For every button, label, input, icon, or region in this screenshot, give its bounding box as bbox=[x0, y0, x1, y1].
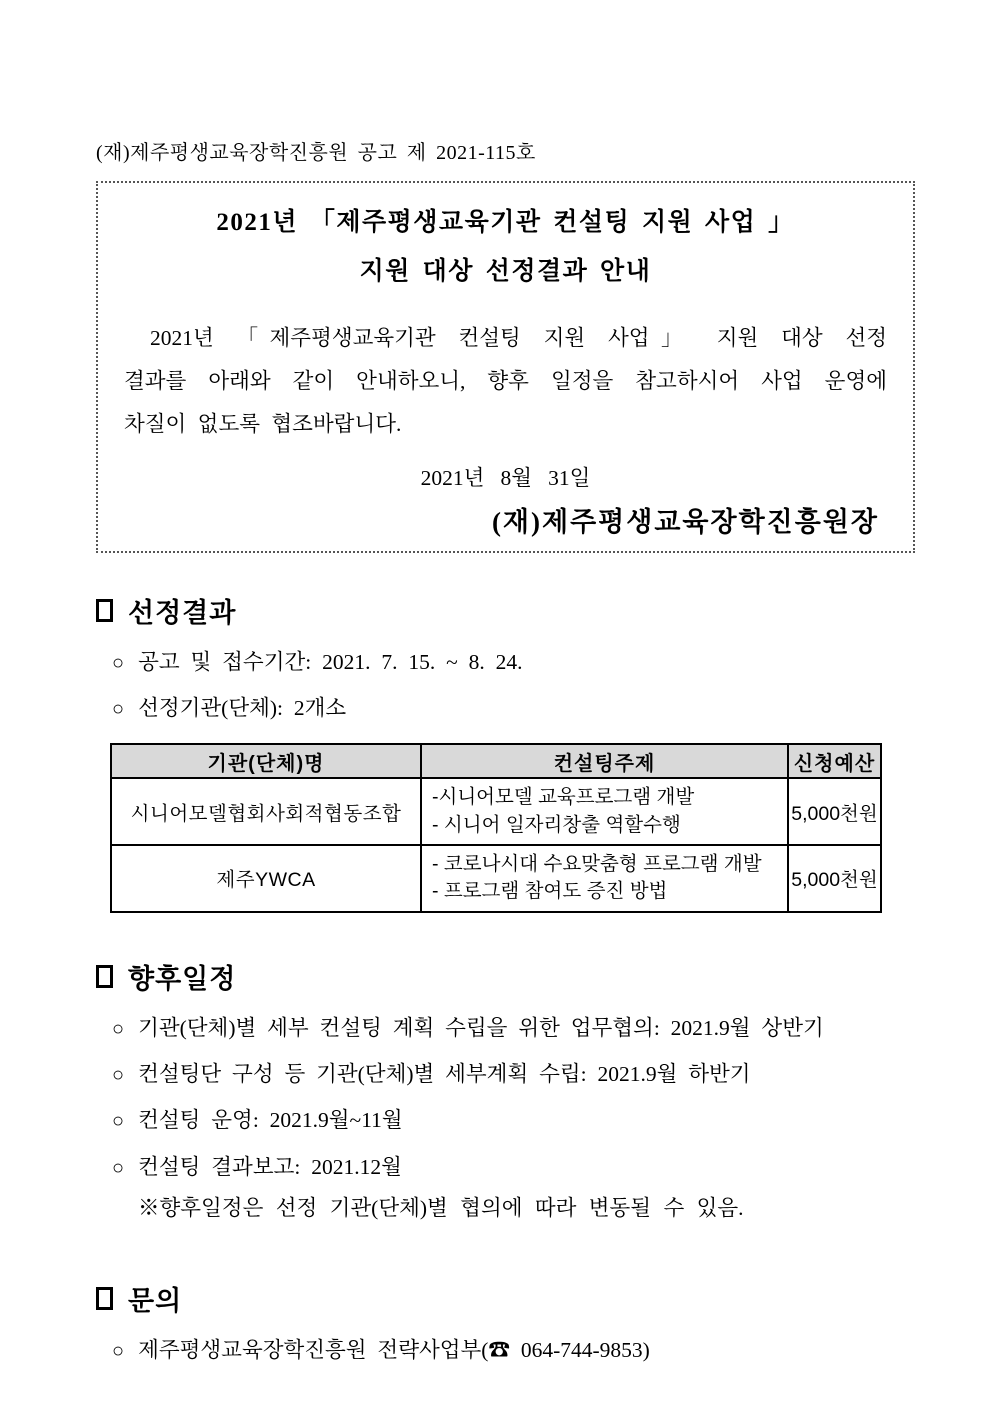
table-header-row bbox=[111, 744, 881, 778]
selection-table bbox=[110, 743, 882, 912]
budget-cell: 5,000천원 bbox=[788, 778, 881, 845]
table-row bbox=[111, 845, 881, 912]
org-cell: 시니어모델협회사회적협동조합 bbox=[111, 778, 421, 845]
topic-line: - 코로나시대 수요맞춤형 프로그램 개발 bbox=[432, 852, 762, 875]
table-header-topic: 컨설팅주제 bbox=[421, 744, 788, 778]
circle-bullet-icon: ○ bbox=[112, 1340, 125, 1363]
contact-line bbox=[138, 1334, 650, 1367]
notice-date: 2021년 8월 31일 bbox=[420, 465, 591, 490]
section-heading-label: 향후일정 bbox=[128, 963, 237, 994]
contact-phone-number: 064-744-9853) bbox=[509, 1338, 650, 1363]
budget-cell: 5,000천원 bbox=[788, 845, 881, 912]
topic-line: - 프로그램 참여도 증진 방법 bbox=[432, 880, 668, 903]
list-item bbox=[112, 1012, 915, 1045]
list-item bbox=[112, 1334, 915, 1367]
phone-icon: ☎ bbox=[488, 1338, 510, 1363]
topic-cell bbox=[421, 845, 788, 912]
notice-box bbox=[96, 181, 915, 553]
list-item-text: 선정기관(단체): 2개소 bbox=[138, 696, 347, 721]
list-item bbox=[112, 646, 915, 679]
table-header-budget: 신청예산 bbox=[788, 744, 881, 778]
circle-bullet-icon: ○ bbox=[112, 1063, 125, 1086]
square-bullet-icon bbox=[96, 965, 113, 988]
list-item-text: 컨설팅 결과보고: 2021.12월 bbox=[138, 1154, 402, 1179]
list-item bbox=[112, 1104, 915, 1137]
circle-bullet-icon: ○ bbox=[112, 1110, 125, 1133]
notice-body-line: 차질이 없도록 협조바랍니다. bbox=[124, 412, 402, 437]
list-item-text: 컨설팅 운영: 2021.9월~11월 bbox=[138, 1108, 403, 1133]
table-header-org: 기관(단체)명 bbox=[111, 744, 421, 778]
list-item-text: 공고 및 접수기간: 2021. 7. 15. ~ 8. 24. bbox=[138, 649, 523, 674]
square-bullet-icon bbox=[96, 1287, 113, 1310]
section-heading-selection bbox=[96, 591, 915, 630]
notice-title-line2: 지원 대상 선정결과 안내 bbox=[359, 257, 652, 285]
table-row bbox=[111, 778, 881, 845]
list-item-text: 컨설팅단 구성 등 기관(단체)별 세부계획 수립: 2021.9월 하반기 bbox=[138, 1061, 751, 1086]
circle-bullet-icon: ○ bbox=[112, 698, 125, 721]
list-item bbox=[112, 1058, 915, 1091]
circle-bullet-icon: ○ bbox=[112, 651, 125, 674]
list-item-text: 기관(단체)별 세부 컨설팅 계획 수립을 위한 업무협의: 2021.9월 상반기 bbox=[138, 1015, 824, 1040]
section-heading-label: 선정결과 bbox=[128, 597, 237, 628]
circle-bullet-icon: ○ bbox=[112, 1017, 125, 1040]
notice-body-line: 결과를 아래와 같이 안내하오니, 향후 일정을 참고하시어 사업 운영에 bbox=[124, 368, 887, 393]
schedule-note: ※향후일정은 선정 기관(단체)별 협의에 따라 변동될 수 있음. bbox=[138, 1195, 744, 1220]
circle-bullet-icon: ○ bbox=[112, 1156, 125, 1179]
contact-org-text: 제주평생교육장학진흥원 전략사업부( bbox=[138, 1338, 489, 1363]
list-item bbox=[112, 1151, 915, 1184]
notice-number: (재)제주평생교육장학진흥원 공고 제 2021-115호 bbox=[96, 142, 536, 164]
section-heading-label: 문의 bbox=[128, 1286, 183, 1317]
org-cell: 제주YWCA bbox=[111, 845, 421, 912]
section-heading-schedule bbox=[96, 957, 915, 996]
list-item bbox=[112, 692, 915, 725]
square-bullet-icon bbox=[96, 599, 113, 622]
notice-title-line1: 2021년 「제주평생교육기관 컨설팅 지원 사업 」 bbox=[216, 209, 795, 236]
topic-line: -시니어모델 교육프로그램 개발 bbox=[432, 786, 695, 809]
section-heading-contact bbox=[96, 1279, 915, 1318]
notice-body-line: 2021년 「제주평생교육기관 컨설팅 지원 사업」 지원 대상 선정 bbox=[150, 325, 887, 350]
topic-line: - 시니어 일자리창출 역할수행 bbox=[432, 813, 681, 836]
notice-body bbox=[124, 317, 887, 447]
topic-cell bbox=[421, 778, 788, 845]
notice-signer: (재)제주평생교육장학진흥원장 bbox=[491, 506, 879, 537]
